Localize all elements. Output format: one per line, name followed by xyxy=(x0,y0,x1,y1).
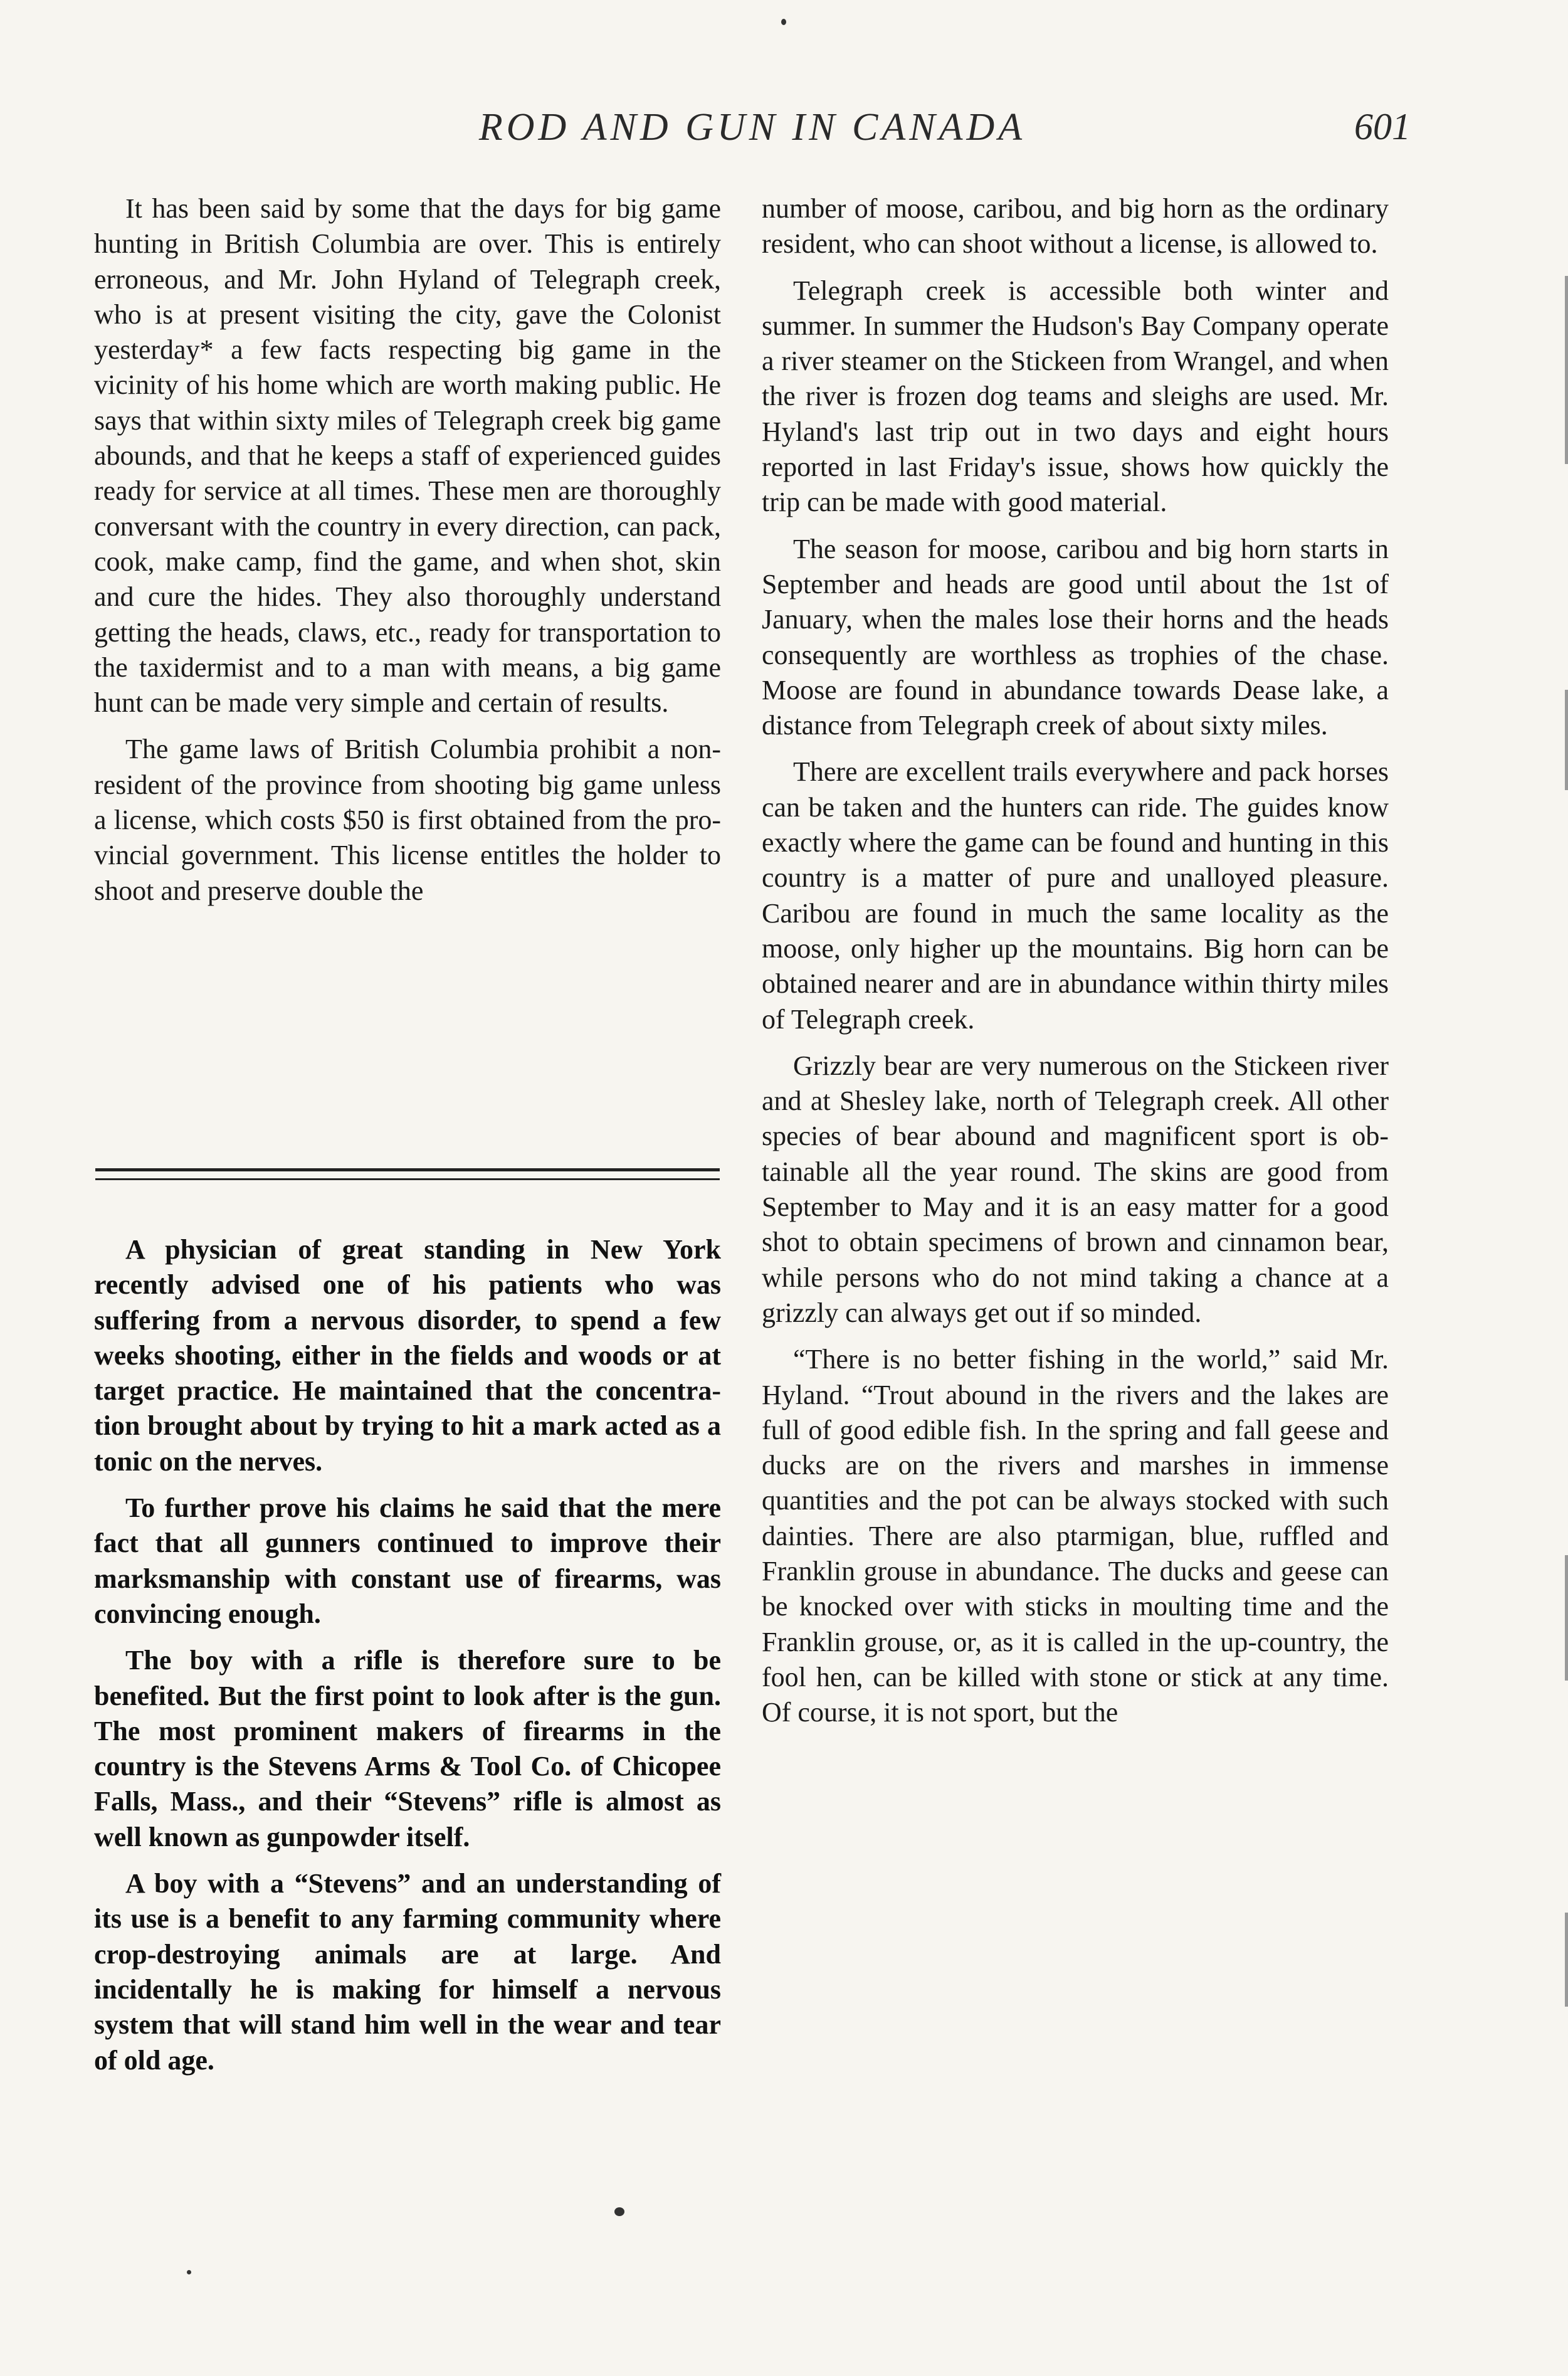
page-number: 601 xyxy=(1354,106,1411,147)
paragraph: The season for moose, caribou and big horn starts in September and heads are good until about the 1st of January, when the males lose their horns and the heads consequently are worthless as trophies of the chase. Moose are found in abundance towards Dease lake, a distance from Telegraph creek of about sixty miles. xyxy=(762,533,1389,741)
paragraph: Grizzly bear are very numerous on the Stickeen river and at Shesley lake, north of Telegraph creek. All other species of bear abound and magnificent sport is obtainable all the year round. The skins are good from September to May and it is an easy matter for a good shot to obtain specimens of brown and cinnamon bear, while persons who do not mind taking a chance at a grizzly can always get out if so minded. xyxy=(762,1050,1389,1328)
paragraph: It has been said by some that the days for big game hunting in British Columbia are over. This is entirely erroneous, and Mr. John Hyland of Telegraph creek, who is at present visiting the city, gave the Colonist yesterday* a few facts respecting big game in the vicinity of his home which are worth making public. He says that within sixty miles of Telegraph creek big game abounds, and that he keeps a staff of experienced guides ready for service at all times. These men are thoroughly conversant with the country in every direction, can pack, cook, make camp, find the game, and when shot, skin and cure the hides. They also thoroughly understand getting the heads, claws, etc., ready for transportation to the taxidermist and to a man with means, a big game hunt can be made very simple and certain of results. xyxy=(94,193,721,719)
paragraph-continued: number of moose, caribou, and big horn as the ordinary resident, who can shoot without a license, is allowed to. xyxy=(762,193,1389,260)
article-stevens xyxy=(94,1232,721,2089)
ink-speck xyxy=(781,19,786,25)
ink-speck xyxy=(187,2270,191,2274)
article-hyland-part-2 xyxy=(762,191,1389,1741)
paragraph: A physician of great standing in New York recently advised one of his patients who was suffering from a nervous disorder, to spend a few weeks shooting, either in the fields and woods or at target practice. He maintained that the concentration brought about by trying to hit a mark acted as a tonic on the nerves. xyxy=(94,1234,721,1477)
scan-edge-mark xyxy=(1565,276,1568,464)
paragraph: “There is no better fishing in the world,” said Mr. Hyland. “Trout abound in the rivers and the lakes are full of good edible fish. In the spring and fall geese and ducks are on the rivers and marshes in immense quantities and the pot can be always stocked with such dainties. There are also ptarmigan, blue, ruffled and Franklin grouse in abundance. The ducks and geese can be knocked over with sticks in moulting time and the Franklin grouse, or, as it is called in the up-country, the fool hen, can be killed with stone or stick at any time. Of course, it is not sport, but the xyxy=(762,1344,1389,1728)
paragraph: A boy with a “Stevens” and an understanding of its use is a benefit to any farming community where crop-destroying animals are at large. And incidentally he is making for himself a nervous system that will stand him well in the wear and tear of old age. xyxy=(94,1868,721,2076)
ink-speck xyxy=(614,2207,624,2216)
scan-edge-mark xyxy=(1565,1913,1568,2007)
journal-title: ROD AND GUN IN CANADA xyxy=(478,106,1026,149)
section-divider xyxy=(95,1168,720,1187)
article-hyland-part-1 xyxy=(94,191,721,920)
running-header xyxy=(94,105,1411,156)
paragraph: The game laws of British Columbia prohibit a non-resident of the province from shooting big game unless a license, which costs $50 is first obtained from the provincial government. This license entitles the holder to shoot and preserve double the xyxy=(94,734,721,906)
paragraph: The boy with a rifle is therefore sure to be benefited. But the first point to look after is the gun. The most prominent makers of firearms in the country is the Stevens Arms & Tool Co. of Chicopee Falls, Mass., and their “Stevens” rifle is almost as well known as gunpowder itself. xyxy=(94,1645,721,1852)
divider-rule xyxy=(95,1178,720,1180)
scan-edge-mark xyxy=(1565,690,1568,790)
paragraph: Telegraph creek is accessible both winter and summer. In summer the Hudson's Bay Company operate a river steamer on the Stickeen from Wrangel, and when the river is frozen dog teams and sleighs are used. Mr. Hyland's last trip out in two days and eight hours reported in last Friday's issue, shows how quickly the trip can be made with good material. xyxy=(762,275,1389,518)
paragraph: To further prove his claims he said that the mere fact that all gunners continued to improve their marksmanship with constant use of firearms, was convincing enough. xyxy=(94,1492,721,1629)
divider-rule xyxy=(95,1168,720,1171)
paragraph: There are excellent trails everywhere and pack horses can be taken and the hunters can ride. The guides know exactly where the game can be found and hunting in this country is a matter of pure and unalloyed pleasure. Caribou are found in much the same locality as the moose, only higher up the mountains. Big horn can be obtained nearer and are in abundance within thirty miles of Telegraph creek. xyxy=(762,756,1389,1035)
scan-edge-mark xyxy=(1565,1555,1568,1681)
